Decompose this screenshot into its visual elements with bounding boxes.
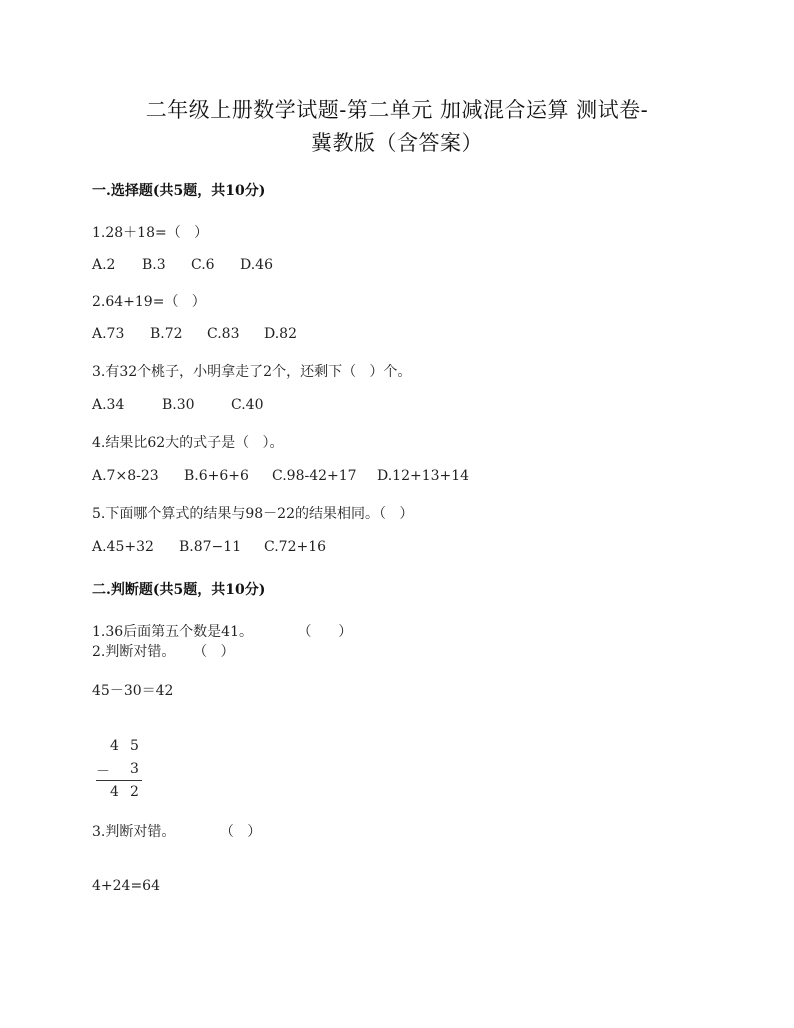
question-1-2-options [92, 326, 297, 342]
digit: 4 [110, 784, 119, 800]
question-2-1: 1.36后面第五个数是41。 （ ） [92, 624, 353, 640]
question-1-4: 4.结果比62大的式子是（ ）。 [92, 435, 284, 451]
option-d: D.12+13+14 [377, 468, 470, 484]
question-1-5-options [92, 539, 326, 555]
option-b: B.6+6+6 [184, 468, 249, 484]
option-d: D.46 [240, 257, 273, 273]
option-c: C.72+16 [264, 539, 327, 555]
vertical-rule [96, 780, 142, 781]
option-c: C.40 [231, 397, 264, 413]
question-2-2-equation: 45－30＝42 [92, 683, 174, 699]
question-1-5: 5.下面哪个算式的结果与98－22的结果相同。（ ） [92, 506, 414, 522]
question-1-1-options [92, 257, 273, 273]
digit: 3 [130, 761, 139, 777]
question-1-3: 3.有32个桃子，小明拿走了2个，还剩下（ ）个。 [92, 364, 412, 380]
option-a: A.73 [92, 326, 125, 342]
question-1-4-options [92, 468, 469, 484]
vertical-subtraction [96, 736, 146, 805]
option-b: B.87−11 [179, 539, 242, 555]
option-b: B.30 [162, 397, 195, 413]
question-2-2: 2.判断对错。 （ ） [92, 644, 235, 660]
page-title-line-1: 二年级上册数学试题-第二单元 加减混合运算 测试卷- [145, 98, 649, 122]
question-1-1: 1.28＋18=（ ） [92, 225, 209, 241]
option-b: B.72 [150, 326, 183, 342]
digit: 2 [130, 784, 139, 800]
question-1-2: 2.64+19=（ ） [92, 294, 206, 310]
question-2-3-equation: 4+24=64 [92, 878, 160, 894]
page-title-line-2: 冀教版（含答案） [311, 131, 483, 155]
question-1-3-options [92, 397, 263, 413]
option-a: A.34 [92, 397, 125, 413]
option-a: A.45+32 [92, 539, 154, 555]
minus-sign: － [96, 764, 110, 780]
question-2-3: 3.判断对错。 （ ） [92, 824, 262, 840]
option-c: C.98-42+17 [272, 468, 357, 484]
option-a: A.2 [92, 257, 116, 273]
section-2-heading: 二.判断题(共5题，共10分) [92, 582, 266, 598]
option-c: C.6 [191, 257, 215, 273]
option-d: D.82 [264, 326, 297, 342]
option-a: A.7×8-23 [92, 468, 159, 484]
digit: 5 [130, 738, 139, 754]
digit: 4 [110, 738, 119, 754]
option-b: B.3 [142, 257, 166, 273]
option-c: C.83 [207, 326, 240, 342]
section-1-heading: 一.选择题(共5题，共10分) [92, 183, 266, 199]
